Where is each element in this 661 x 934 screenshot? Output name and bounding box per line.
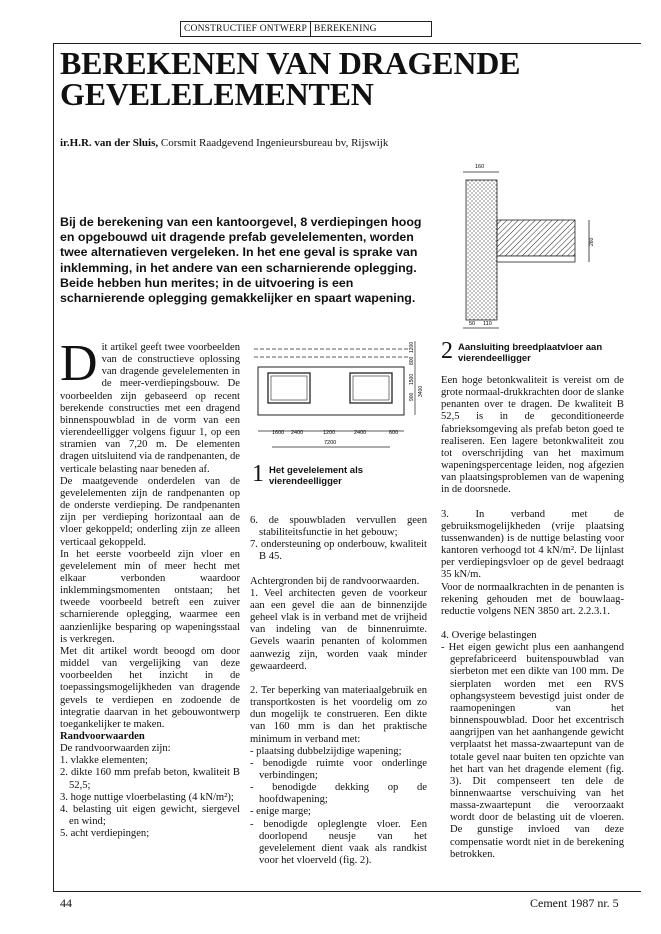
- section-label: CONSTRUCTIEF ONTWERP: [184, 24, 308, 34]
- author-line: [60, 137, 388, 149]
- figure-2-number: 2: [441, 338, 453, 364]
- frame-left-rule: [53, 43, 54, 891]
- list-item: - benodigde opleglengte vloer. Een doorlopend neusje van het gevelelement dient vaak als randkist voor het vloerveld (fig. 2).: [250, 818, 427, 867]
- fig2-dim-bottom-b: 110: [483, 321, 492, 327]
- subsection-label: BEREKENING: [310, 22, 380, 36]
- list-item: - benodigde dekking op de hoofdwapening;: [250, 782, 427, 806]
- opening-paragraph: [60, 335, 240, 476]
- paragraph-text: it artikel geeft twee voorbeelden van de constructieve oplossing van dragende gevelelementen in de meer-verdiepingsbouw. De voorbeelden zijn gebaseerd op recent berekende constructies met een dragend binnenspouwblad in de vorm van een vierendeelligger volgens figuur 1, op een stramien van 7,20 m. De elementen dragen uitsluitend via de randpenanten, de verticale belasting naar beneden af.: [60, 342, 240, 475]
- intro-paragraph: Bij de berekening van een kantoorgevel, 8 verdiepingen hoog en opgebouwd uit dragende prefab gevelelementen, worden twee alternatieven vergeleken. In het ene geval is sprake van inklemming, in het andere van een scharnierende oplegging. Beide hebben hun merites; in de uitvoering is een scharnierende oplegging gemakkelijker en spaart wapening.: [60, 215, 422, 306]
- section-header: [180, 21, 432, 37]
- figure-2-caption-text: Aansluiting breedplaatvloer aan vierendeelligger: [458, 342, 603, 364]
- list-item: - plaatsing dubbelzijdige wapening;: [250, 745, 402, 757]
- dim-2400-a: 2400: [291, 430, 304, 436]
- article-title: BEREKENEN VAN DRAGENDE GEVELELEMENTEN: [60, 45, 521, 112]
- list-item: - Het eigen gewicht plus een aanhangend geprefabriceerd buitenspouwblad van sierbeton met een dikte van 100 mm. De sierplaten worden met een RVS ophangsysteem bevestigd juist onder de raamopeningen van het binnenspouwblad. Door het excentrisch aangrijpen van het aanhangende gewicht verplaatst het massa-zwaartepunt van de totale gevel naar buiten ten opzichte van het hart van het dragende element (fig. 3). Dit compenseert ten dele de binnenwaartse verschuiving van het massa-zwaartepunt die veroorzaakt wordt door de belasting uit de vloeren. De gunstige invloed van deze compensatie wordt niet in de berekening betrokken.: [441, 642, 624, 860]
- dim-right-3: 1500: [409, 373, 415, 385]
- list-item: 3. hoge nuttige vloerbelasting (4 kN/m²);: [60, 791, 234, 803]
- frame-bottom-rule: [53, 891, 641, 892]
- paragraph: Een hoge betonkwaliteit is vereist om de grote normaal-drukkrachten door de slanke penanten over te dragen. De kwaliteit B 52,5 is in de geconditioneerde fabrieksomgeving als prefab beton goed te realiseren. Een lagere betonkwaliteit zou tot overschrijding van het maximum wapeningspercentage leiden, nog afgezien van plaatsingsproblemen van de wapening in de doorsnede.: [441, 375, 624, 496]
- figure-2-drawing: [441, 150, 624, 362]
- journal-reference: Cement 1987 nr. 5: [530, 896, 619, 910]
- paragraph: Achtergronden bij de randvoorwaarden.: [250, 575, 420, 587]
- frame-top-rule: [53, 43, 641, 44]
- column-3: [441, 375, 624, 861]
- figure-2-caption: [441, 340, 624, 364]
- drop-cap: D: [60, 335, 98, 392]
- list-item: 1. vlakke elementen;: [60, 755, 148, 767]
- column-1: [60, 335, 240, 840]
- list-lead: De randvoorwaarden zijn:: [60, 743, 171, 755]
- page-number: 44: [60, 896, 72, 910]
- dim-1200: 1200: [323, 430, 336, 436]
- paragraph: 1. Veel architecten geven de voorkeur aan een gevel die aan de binnenzijde geheel vlak is in verband met de vrijheid van indeling van de binnenruimte. Gevels waarin penanten of kolommen aanwezig zijn, worden vaak minder gewaardeerd.: [250, 587, 427, 672]
- fig2-dim-top: 160: [475, 164, 485, 170]
- paragraph: Voor de normaalkrachten in de penanten is rekening gehouden met de bouwlaag-reductie volgens NEN 3850 art. 2.2.3.1.: [441, 581, 624, 617]
- paragraph: In het eerste voorbeeld zijn vloer en gevelelement min of meer hecht met elkaar verbonden waardoor inklemmingsmomenten ontstaan; het tweede voorbeeld betreft een zuiver scharnierende oplegging, waarmee een aanzienlijke besparing op wapeningsstaal is verkregen.: [60, 548, 240, 645]
- list-item: 4. belasting uit eigen gewicht, siergevel en wind;: [60, 803, 240, 828]
- author-affiliation: Corsmit Raadgevend Ingenieursbureau bv, Rijswijk: [160, 137, 389, 149]
- subheading-randvoorwaarden: Randvoorwaarden: [60, 731, 145, 742]
- figure-1-caption-text: Het gevelelement als vierendeelligger: [269, 465, 363, 487]
- list-item: 7. ondersteuning op onderbouw, kwaliteit B 45.: [250, 539, 427, 563]
- dim-600: 600: [389, 430, 399, 436]
- dim-total: 7200: [324, 440, 337, 446]
- paragraph: 2. Ter beperking van materiaalgebruik en transportkosten is het voordelig om zo dun mogelijk te construeren. Een dikte van 160 mm is dan het praktische minimum in verband met:: [250, 684, 427, 745]
- figure-1-number: 1: [252, 461, 264, 487]
- paragraph: 4. Overige belastingen: [441, 629, 537, 641]
- paragraph: De maatgevende onderdelen van de gevelelementen zijn de randpenanten op de onderste verdieping. De randpenanten zijn per verdieping horizontaal aan de vloer gekoppeld; onderling zijn ze alleen verticaal gekoppeld.: [60, 475, 240, 548]
- list-item: 5. acht verdiepingen;: [60, 828, 150, 840]
- paragraph: Met dit artikel wordt beoogd om door middel van vergelijking van deze voorbeelden het inzicht in de toepassingsmogelijkheden van dragende gevels te verdiepen en zodoende de integratie daarvan in het gebouwontwerp toegankelijker te maken.: [60, 645, 240, 730]
- list-item: - benodigde ruimte voor onderlinge verbindingen;: [250, 757, 427, 781]
- dim-right-1: 1200: [409, 341, 415, 353]
- dim-1600: 1600: [272, 430, 285, 436]
- list-item: 2. dikte 160 mm prefab beton, kwaliteit B 52,5;: [60, 767, 240, 791]
- dim-right-2: 800: [409, 356, 415, 365]
- dim-right-5: 3400: [418, 385, 424, 397]
- fig2-dim-bottom-a: 50: [469, 321, 476, 327]
- list-item: 6. de spouwbladen vervullen geen stabiliteitsfunctie in het gebouw;: [250, 515, 427, 539]
- dim-right-4: 900: [409, 392, 415, 401]
- list-item: - enige marge;: [250, 806, 311, 818]
- figure-1-caption: [252, 463, 427, 487]
- author-name: ir.H.R. van der Sluis,: [60, 137, 159, 149]
- paragraph: 3. In verband met de gebruiksmogelijkheden (vrije plaatsing tussenwanden) is de nuttige belasting voor kantoren verhoogd tot 4 kN/m². De lijnlast per verdiepingsvloer op de gevel bedraagt 35 kN/m.: [441, 508, 624, 581]
- fig2-dim-side: 260: [589, 237, 595, 246]
- column-2: [250, 515, 427, 867]
- dim-2400-b: 2400: [354, 430, 367, 436]
